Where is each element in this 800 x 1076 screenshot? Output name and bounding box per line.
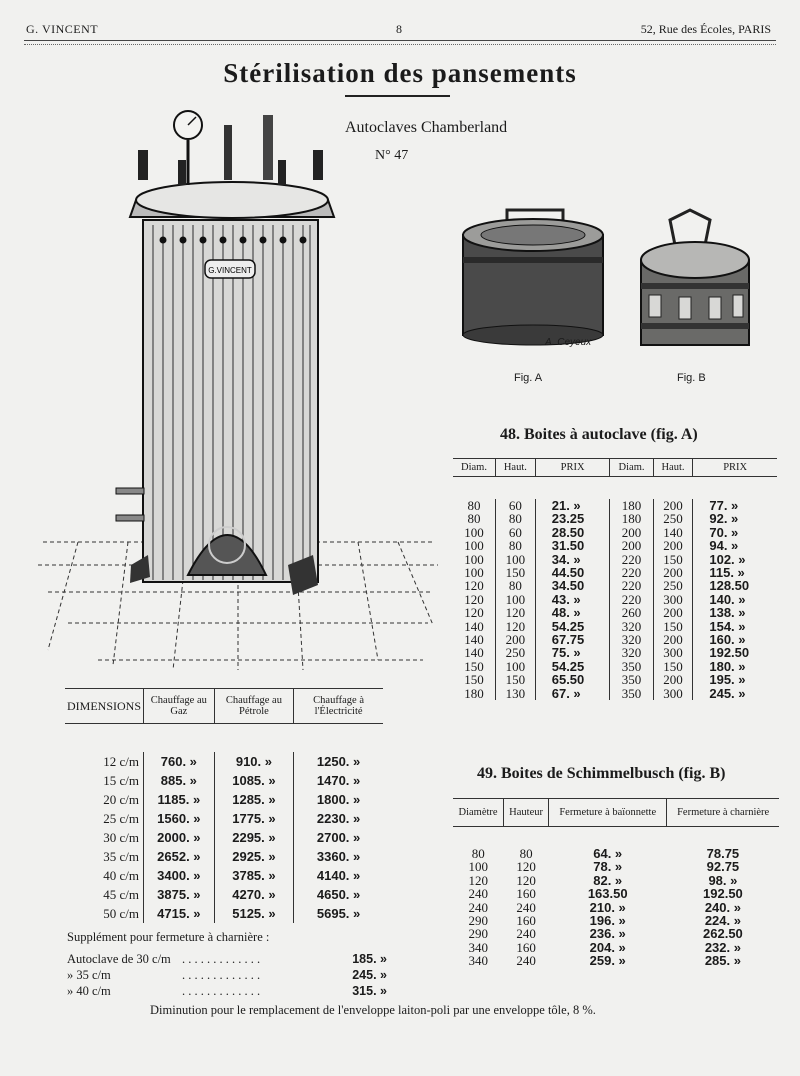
table-row — [453, 566, 777, 579]
table-cell: 77. » — [693, 499, 777, 512]
table-cell: 760. » — [144, 752, 215, 771]
table-cell: 128.50 — [693, 579, 777, 592]
table-cell: 80 — [495, 539, 535, 552]
table-cell: 23.25 — [535, 512, 610, 525]
table-cell: 340 — [468, 953, 489, 969]
table-cell: 210. » — [589, 899, 626, 915]
supplement-price: 185. » — [352, 952, 387, 966]
table-row — [453, 941, 779, 954]
table-cell: 80 — [519, 846, 533, 861]
table-cell: 180 — [610, 499, 653, 512]
table-cell: 20 c/m — [103, 792, 140, 807]
table-cell: 120 — [464, 605, 484, 621]
table-row — [453, 860, 779, 873]
table-cell: 50 c/m — [103, 906, 140, 921]
table-cell: 94. » — [693, 539, 777, 552]
table-row — [65, 866, 383, 885]
table-row — [453, 927, 779, 940]
table-cell: 1250. » — [294, 752, 383, 771]
supplement-label: » 40 c/m — [67, 984, 111, 998]
page-number: 8 — [396, 22, 402, 36]
table-row — [65, 885, 383, 904]
table-cell: 2000. » — [144, 828, 215, 847]
table-cell: 200 — [610, 539, 653, 552]
header-company: G. VINCENT — [26, 22, 99, 36]
table-cell: 35 c/m — [103, 849, 140, 864]
table-row — [65, 809, 383, 828]
table-cell: 115. » — [693, 566, 777, 579]
autoclave-illustration — [38, 105, 438, 675]
table-row — [453, 660, 777, 673]
dimensions-header: DIMENSIONS — [65, 689, 144, 724]
table-row — [453, 499, 777, 512]
safety-valve-icon — [263, 115, 273, 180]
table-cell: 34.50 — [535, 579, 610, 592]
table-cell: 120 — [495, 620, 535, 633]
table-row — [453, 593, 777, 606]
table-48-header: Haut. — [495, 459, 535, 477]
table-cell: 54.25 — [535, 660, 610, 673]
supplement-line — [67, 951, 387, 967]
table-cell: 192.50 — [693, 646, 777, 659]
table-cell: 1800. » — [294, 790, 383, 809]
table-row — [453, 874, 779, 887]
table-cell: 200 — [653, 606, 693, 619]
table-cell: 4140. » — [294, 866, 383, 885]
table-49-header: Fermeture à charnière — [667, 799, 779, 827]
dimensions-header: Chauffage au Gaz — [144, 689, 215, 724]
table-row — [453, 606, 777, 619]
table-cell: 4270. » — [214, 885, 294, 904]
table-cell: 28.50 — [535, 526, 610, 539]
table-cell: 150 — [653, 553, 693, 566]
table-cell: 120 — [495, 606, 535, 619]
table-cell: 885. » — [144, 771, 215, 790]
table-cell: 92. » — [693, 512, 777, 525]
item-number: N° 47 — [375, 148, 409, 163]
table-cell: 120 — [516, 859, 536, 875]
table-cell: 910. » — [214, 752, 294, 771]
table-cell: 220 — [610, 593, 653, 606]
table-48-header: PRIX — [535, 459, 610, 477]
table-49 — [453, 798, 779, 968]
table-cell: 350 — [610, 673, 653, 686]
supplement-label: » 35 c/m — [67, 968, 111, 982]
table-cell: 65.50 — [535, 673, 610, 686]
dimensions-header: Chauffage à l'Électricité — [294, 689, 383, 724]
header-rule — [24, 40, 776, 45]
table-cell: 1185. » — [144, 790, 215, 809]
table-cell: 262.50 — [703, 926, 743, 942]
table-row — [65, 752, 383, 771]
table-cell: 154. » — [693, 620, 777, 633]
table-cell: 260 — [610, 606, 653, 619]
table-cell: 100 — [495, 660, 535, 673]
table-cell: 220 — [610, 566, 653, 579]
table-cell: 180 — [610, 512, 653, 525]
table-cell: 2652. » — [144, 847, 215, 866]
table-cell: 285. » — [704, 953, 741, 969]
table-cell: 300 — [653, 646, 693, 659]
table-cell: 224. » — [704, 913, 741, 929]
table-cell: 250 — [653, 512, 693, 525]
table-row — [453, 646, 777, 659]
table-row — [453, 901, 779, 914]
table-cell: 320 — [610, 646, 653, 659]
page-title: Stérilisation des pansements — [223, 58, 577, 88]
table-cell: 2230. » — [294, 809, 383, 828]
table-cell: 245. » — [693, 687, 777, 700]
table-cell: 240 — [468, 886, 489, 902]
table-cell: 100 — [464, 565, 484, 581]
table-cell: 78.75 — [706, 846, 740, 861]
table-cell: 150 — [653, 620, 693, 633]
table-cell: 64. » — [593, 846, 623, 861]
table-cell: 3875. » — [144, 885, 215, 904]
table-row — [453, 847, 779, 860]
table-49-header: Hauteur — [504, 799, 549, 827]
table-cell: 4650. » — [294, 885, 383, 904]
table-cell: 200 — [653, 673, 693, 686]
supplement-line — [67, 967, 387, 983]
table-cell: 150 — [653, 660, 693, 673]
supplement-dots: . . . . . . . . . . . . . — [182, 968, 261, 982]
table-cell: 3785. » — [214, 866, 294, 885]
table-48 — [453, 458, 777, 700]
table-cell: 240 — [516, 953, 536, 969]
nameplate-text: G.VINCENT — [208, 266, 252, 275]
table-cell: 100 — [464, 551, 484, 567]
table-cell: 130 — [495, 687, 535, 700]
table-row — [453, 512, 777, 525]
table-row — [453, 954, 779, 967]
table-cell: 43. » — [535, 593, 610, 606]
table-cell: 240 — [468, 899, 489, 915]
table-cell: 92.75 — [706, 859, 740, 875]
table-cell: 1285. » — [214, 790, 294, 809]
table-cell: 44.50 — [535, 566, 610, 579]
table-cell: 34. » — [535, 553, 610, 566]
table-row — [453, 620, 777, 633]
table-cell: 200 — [610, 526, 653, 539]
table-cell: 98. » — [708, 872, 738, 888]
table-cell: 140 — [464, 645, 484, 661]
table-cell: 232. » — [704, 939, 741, 955]
table-cell: 300 — [653, 593, 693, 606]
table-cell: 290 — [468, 926, 489, 942]
table-cell: 60 — [495, 499, 535, 512]
box-fig-a-illustration — [455, 205, 615, 355]
table-row — [65, 847, 383, 866]
table-cell: 250 — [653, 579, 693, 592]
table-cell: 340 — [468, 939, 489, 955]
table-cell: 40 c/m — [103, 868, 140, 883]
table-cell: 102. » — [693, 553, 777, 566]
table-cell: 160 — [516, 886, 536, 902]
table-cell: 180 — [464, 685, 484, 701]
table-cell: 180. » — [693, 660, 777, 673]
table-cell: 2295. » — [214, 828, 294, 847]
table-row — [453, 579, 777, 592]
box-fig-b-illustration — [635, 205, 755, 355]
table-cell: 220 — [610, 579, 653, 592]
table-row — [453, 539, 777, 552]
table-cell: 200 — [653, 633, 693, 646]
table-cell: 1560. » — [144, 809, 215, 828]
table-cell: 4715. » — [144, 904, 215, 923]
title-underline — [345, 95, 450, 97]
table-cell: 120 — [516, 872, 536, 888]
table-row — [65, 790, 383, 809]
table-cell: 67. » — [535, 687, 610, 700]
dimensions-table — [65, 688, 383, 923]
table-cell: 240. » — [704, 899, 741, 915]
header-address: 52, Rue des Écoles, PARIS — [640, 22, 771, 36]
table-cell: 160 — [516, 939, 536, 955]
table-cell: 100 — [464, 538, 484, 554]
table-cell: 1775. » — [214, 809, 294, 828]
supplement-dots: . . . . . . . . . . . . . — [182, 952, 261, 966]
table-cell: 2925. » — [214, 847, 294, 866]
table-cell: 100 — [495, 593, 535, 606]
table-cell: 80 — [467, 511, 481, 527]
table-cell: 200 — [653, 566, 693, 579]
table-cell: 196. » — [589, 913, 626, 929]
fig-a-label: Fig. A — [514, 372, 543, 384]
footer-note: Diminution pour le remplacement de l'enveloppe laiton-poli par une enveloppe tôle, 8 %. — [150, 1003, 596, 1017]
table-cell: 300 — [653, 687, 693, 700]
table-cell: 100 — [468, 859, 489, 875]
section-48-title: 48. Boites à autoclave (fig. A) — [500, 426, 698, 443]
table-cell: 1085. » — [214, 771, 294, 790]
table-cell: 200 — [653, 499, 693, 512]
table-cell: 82. » — [593, 872, 623, 888]
table-cell: 220 — [610, 553, 653, 566]
table-cell: 236. » — [589, 926, 626, 942]
table-row — [65, 828, 383, 847]
table-cell: 240 — [516, 899, 536, 915]
table-cell: 100 — [495, 553, 535, 566]
table-cell: 150 — [495, 673, 535, 686]
fig-b-label: Fig. B — [677, 372, 706, 384]
table-cell: 12 c/m — [103, 754, 140, 769]
table-row — [453, 526, 777, 539]
table-cell: 160 — [516, 913, 536, 929]
table-cell: 31.50 — [535, 539, 610, 552]
table-cell: 67.75 — [535, 633, 610, 646]
table-cell: 80 — [471, 846, 485, 861]
table-row — [65, 904, 383, 923]
table-cell: 200 — [495, 633, 535, 646]
table-cell: 204. » — [589, 939, 626, 955]
dimensions-header: Chauffage au Pétrole — [214, 689, 294, 724]
table-cell: 150 — [495, 566, 535, 579]
table-cell: 3400. » — [144, 866, 215, 885]
supplement-price: 245. » — [352, 968, 387, 982]
table-row — [453, 687, 777, 700]
table-row — [453, 633, 777, 646]
fig-a-signature: A. Ceyeux — [545, 337, 592, 348]
table-cell: 70. » — [693, 526, 777, 539]
table-row — [453, 914, 779, 927]
table-cell: 138. » — [693, 606, 777, 619]
table-cell: 140 — [464, 618, 484, 634]
supplement-dots: . . . . . . . . . . . . . — [182, 984, 261, 998]
table-cell: 78. » — [593, 859, 623, 875]
table-cell: 48. » — [535, 606, 610, 619]
table-cell: 250 — [495, 646, 535, 659]
valve-icon — [224, 125, 232, 180]
table-cell: 1470. » — [294, 771, 383, 790]
table-cell: 2700. » — [294, 828, 383, 847]
table-48-header: Haut. — [653, 459, 693, 477]
table-cell: 140 — [464, 632, 484, 648]
table-cell: 350 — [610, 660, 653, 673]
table-cell: 120 — [468, 872, 489, 888]
table-cell: 45 c/m — [103, 887, 140, 902]
table-cell: 15 c/m — [103, 773, 140, 788]
table-cell: 290 — [468, 913, 489, 929]
table-48-header: Diam. — [453, 459, 495, 477]
table-cell: 350 — [610, 687, 653, 700]
table-cell: 320 — [610, 633, 653, 646]
table-cell: 80 — [467, 498, 481, 513]
table-cell: 200 — [653, 539, 693, 552]
table-cell: 60 — [495, 526, 535, 539]
supplement-title: Supplément pour fermeture à charnière : — [67, 930, 270, 944]
table-cell: 21. » — [535, 499, 610, 512]
table-cell: 80 — [495, 512, 535, 525]
table-cell: 100 — [464, 524, 484, 540]
table-cell: 5125. » — [214, 904, 294, 923]
table-cell: 320 — [610, 620, 653, 633]
supplement-list — [67, 951, 387, 999]
table-cell: 192.50 — [703, 886, 743, 902]
table-cell: 150 — [464, 672, 484, 688]
table-row — [453, 673, 777, 686]
table-cell: 140 — [653, 526, 693, 539]
table-cell: 75. » — [535, 646, 610, 659]
supplement-price: 315. » — [352, 984, 387, 998]
table-cell: 5695. » — [294, 904, 383, 923]
table-cell: 120 — [464, 591, 484, 607]
supplement-label: Autoclave de 30 c/m — [67, 952, 171, 966]
table-row — [453, 887, 779, 900]
table-cell: 120 — [464, 578, 484, 594]
section-49-title: 49. Boites de Schimmelbusch (fig. B) — [477, 765, 726, 782]
table-cell: 150 — [464, 658, 484, 674]
subtitle: Autoclaves Chamberland — [345, 119, 508, 136]
table-cell: 163.50 — [587, 886, 628, 902]
table-cell: 240 — [516, 926, 536, 942]
table-row — [65, 771, 383, 790]
supplement-line — [67, 983, 387, 999]
table-48-header: Diam. — [610, 459, 653, 477]
table-cell: 3360. » — [294, 847, 383, 866]
table-cell: 140. » — [693, 593, 777, 606]
table-cell: 54.25 — [535, 620, 610, 633]
table-row — [453, 553, 777, 566]
table-49-header: Diamètre — [453, 799, 504, 827]
page-header — [26, 22, 771, 40]
table-cell: 195. » — [693, 673, 777, 686]
table-49-header: Fermeture à baïonnette — [549, 799, 667, 827]
table-48-header: PRIX — [693, 459, 777, 477]
table-cell: 30 c/m — [103, 830, 140, 845]
table-cell: 80 — [495, 579, 535, 592]
table-cell: 259. » — [589, 953, 626, 969]
table-cell: 160. » — [693, 633, 777, 646]
table-cell: 25 c/m — [103, 811, 140, 826]
